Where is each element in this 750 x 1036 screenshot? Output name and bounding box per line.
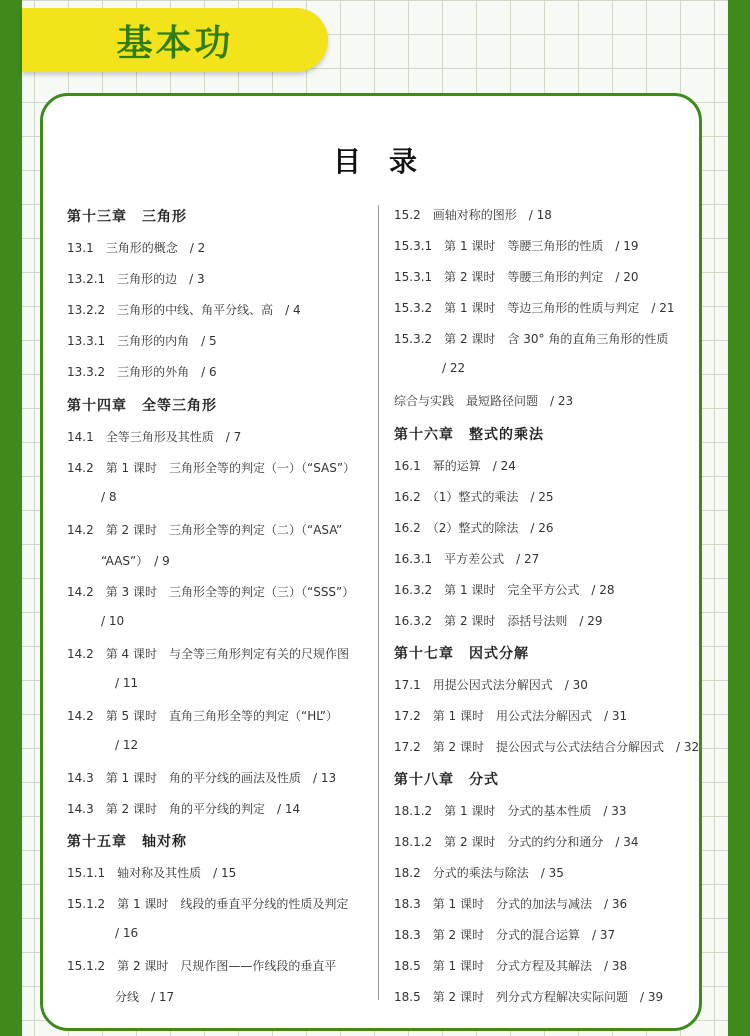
toc-entry: 16.3.2 第 1 课时 完全平方公式 / 28 bbox=[394, 583, 615, 597]
toc-entry: 13.3.2 三角形的外角 / 6 bbox=[67, 365, 217, 379]
toc-entry: 15.3.1 第 1 课时 等腰三角形的性质 / 19 bbox=[394, 239, 639, 253]
toc-entry: 18.5 第 1 课时 分式方程及其解法 / 38 bbox=[394, 959, 628, 973]
toc-entry: 18.2 分式的乘法与除法 / 35 bbox=[394, 866, 564, 880]
toc-entry: / 10 bbox=[101, 614, 125, 628]
toc-entry: 18.3 第 1 课时 分式的加法与减法 / 36 bbox=[394, 897, 628, 911]
toc-entry: 14.2 第 5 课时 直角三角形全等的判定（“HL”） bbox=[67, 709, 338, 723]
chapter-heading: 第十八章 分式 bbox=[394, 772, 499, 788]
toc-entry: 18.1.2 第 2 课时 分式的约分和通分 / 34 bbox=[394, 835, 639, 849]
toc-entry: / 12 bbox=[115, 738, 139, 752]
toc-entry: 15.3.1 第 2 课时 等腰三角形的判定 / 20 bbox=[394, 270, 639, 284]
column-divider bbox=[378, 205, 379, 1000]
toc-entry: / 8 bbox=[101, 490, 117, 504]
toc-entry: 综合与实践 最短路径问题 / 23 bbox=[394, 394, 574, 408]
banner bbox=[22, 8, 328, 72]
toc-entry: 18.5 第 2 课时 列分式方程解决实际问题 / 39 bbox=[394, 990, 664, 1004]
toc-entry: 16.3.2 第 2 课时 添括号法则 / 29 bbox=[394, 614, 603, 628]
toc-entry: 13.2.1 三角形的边 / 3 bbox=[67, 272, 205, 286]
toc-entry: / 11 bbox=[115, 676, 139, 690]
toc-entry: 13.2.2 三角形的中线、角平分线、高 / 4 bbox=[67, 303, 301, 317]
toc-entry: 15.3.2 第 1 课时 等边三角形的性质与判定 / 21 bbox=[394, 301, 675, 315]
toc-entry: 13.3.1 三角形的内角 / 5 bbox=[67, 334, 217, 348]
toc-entry: 15.3.2 第 2 课时 含 30° 角的直角三角形的性质 bbox=[394, 332, 669, 346]
toc-entry: 分线 / 17 bbox=[115, 990, 175, 1004]
toc-entry: 18.1.2 第 1 课时 分式的基本性质 / 33 bbox=[394, 804, 627, 818]
banner-title: 基本功 bbox=[116, 22, 234, 64]
chapter-heading: 第十三章 三角形 bbox=[67, 209, 187, 225]
toc-entry: / 22 bbox=[442, 361, 466, 375]
chapter-heading: 第十五章 轴对称 bbox=[67, 834, 187, 850]
toc-entry: 16.2 （2）整式的除法 / 26 bbox=[394, 521, 554, 535]
toc-entry: 14.2 第 4 课时 与全等三角形判定有关的尺规作图 bbox=[67, 647, 349, 661]
toc-entry: 16.1 幂的运算 / 24 bbox=[394, 459, 516, 473]
page-title: 目录 bbox=[332, 145, 445, 178]
toc-entry: 15.1.1 轴对称及其性质 / 15 bbox=[67, 866, 237, 880]
toc-entry: “AAS”） / 9 bbox=[101, 554, 170, 568]
toc-entry: 14.2 第 3 课时 三角形全等的判定（三）（“SSS”） bbox=[67, 585, 355, 599]
toc-entry: 17.1 用提公因式法分解因式 / 30 bbox=[394, 678, 588, 692]
toc-entry: 16.3.1 平方差公式 / 27 bbox=[394, 552, 540, 566]
toc-entry: 14.3 第 1 课时 角的平分线的画法及性质 / 13 bbox=[67, 771, 337, 785]
toc-entry: 16.2 （1）整式的乘法 / 25 bbox=[394, 490, 554, 504]
toc-entry: 14.3 第 2 课时 角的平分线的判定 / 14 bbox=[67, 802, 301, 816]
toc-entry: 15.1.2 第 2 课时 尺规作图——作线段的垂直平 bbox=[67, 959, 337, 973]
toc-entry: 14.2 第 1 课时 三角形全等的判定（一）（“SAS”） bbox=[67, 461, 356, 475]
toc-entry: 15.1.2 第 1 课时 线段的垂直平分线的性质及判定 bbox=[67, 897, 349, 911]
toc-entry: 18.3 第 2 课时 分式的混合运算 / 37 bbox=[394, 928, 616, 942]
chapter-heading: 第十六章 整式的乘法 bbox=[394, 427, 544, 443]
toc-entry: 15.2 画轴对称的图形 / 18 bbox=[394, 208, 552, 222]
toc-entry: 17.2 第 1 课时 用公式法分解因式 / 31 bbox=[394, 709, 628, 723]
toc-entry: 14.1 全等三角形及其性质 / 7 bbox=[67, 430, 242, 444]
toc-entry: 17.2 第 2 课时 提公因式与公式法结合分解因式 / 32 bbox=[394, 740, 700, 754]
chapter-heading: 第十四章 全等三角形 bbox=[67, 398, 217, 414]
toc-entry: / 16 bbox=[115, 926, 139, 940]
toc-entry: 13.1 三角形的概念 / 2 bbox=[67, 241, 206, 255]
chapter-heading: 第十七章 因式分解 bbox=[394, 646, 529, 662]
toc-entry: 14.2 第 2 课时 三角形全等的判定（二）（“ASA” bbox=[67, 523, 343, 537]
